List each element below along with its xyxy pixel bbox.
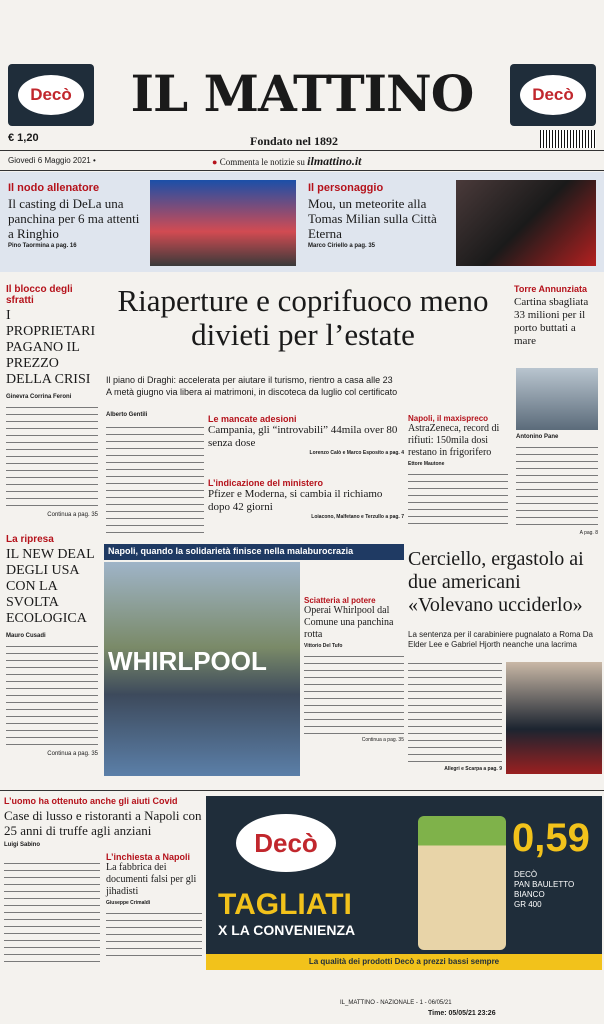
- napoli-article[interactable]: Sciatteria al potere Operai Whirlpool dal Comune una panchina rotta Vittorio Del Tufo Continua a pag. 35: [304, 596, 404, 743]
- cerciello-body: [408, 660, 502, 764]
- left-article-1[interactable]: Il blocco degli sfratti I PROPRIETARI PAGANO IL PREZZO DELLA CRISI Ginevra Corrina Feroni Continua a pag. 35: [6, 284, 98, 518]
- footer-time: Time: 05/05/21 23:26: [428, 1010, 496, 1017]
- main-author: Alberto Gentili: [106, 412, 148, 418]
- ad-price: 0,59: [512, 816, 590, 860]
- teaser-2[interactable]: Il personaggio Mou, un meteorite alla Tomas Milian sulla Città Eterna Marco Ciriello a pag. 35: [308, 182, 437, 249]
- main-sub: Il piano di Draghi: accelerata per aiutare il turismo, rientro a casa alle 23 A metà giugno via libera ai matrimoni, in discoteca da luglio col certificato: [106, 375, 398, 397]
- bottom-body: [4, 860, 100, 968]
- deco-logo: Decò: [18, 75, 84, 115]
- fondato: Fondato nel 1892: [250, 134, 339, 148]
- bottom-article-2[interactable]: L’inchiesta a Napoli La fabbrica dei documenti falsi per gli jihadisti Giuseppe Crimaldi: [106, 852, 202, 962]
- main-headline[interactable]: Riaperture e coprifuoco meno divieti per l’estate: [117, 283, 489, 352]
- teaser-photo-1: [150, 180, 296, 266]
- right-cont: A pag. 8: [579, 530, 598, 536]
- main-box-2[interactable]: L’indicazione del ministero Pfizer e Moderna, si cambia il richiamo dopo 42 giorni Loiacono, Malfetano e Terzullo a pag. 7: [208, 478, 404, 520]
- right-author: Antonino Pane: [516, 434, 559, 440]
- main-box-3[interactable]: Napoli, il maxispreco AstraZeneca, record di rifiuti: 150mila dosi restano in frigorifero Ettore Mautone: [408, 414, 508, 527]
- bottom-article[interactable]: L’uomo ha ottenuto anche gli aiuti Covid Case di lusso e ristoranti a Napoli con 25 anni di truffe agli anziani Luigi Sabino: [4, 796, 202, 848]
- teaser-1[interactable]: Il nodo allenatore Il casting di DeLa una panchina per 6 ma attenti a Ringhio Pino Taormina a pag. 16: [8, 182, 140, 249]
- barcode-icon: [540, 130, 596, 148]
- carabiniere-photo: [506, 662, 602, 774]
- masthead: IL MATTINO: [130, 64, 474, 123]
- main-body: [106, 424, 204, 534]
- ad-product: DECÒ PAN BAULETTO BIANCO GR 400: [514, 870, 575, 909]
- date: Giovedì 6 Maggio 2021 •: [8, 156, 96, 165]
- right-body: [516, 444, 598, 528]
- article-body: [304, 653, 404, 737]
- ad-logo: Decò: [236, 814, 336, 872]
- bread-icon: [418, 816, 506, 950]
- price: € 1,20: [8, 132, 39, 144]
- teaser-photo-2: [456, 180, 596, 266]
- port-photo: [516, 368, 598, 430]
- cerciello-sub: La sentenza per il carabiniere pugnalato a Roma Da Elder Lee e Gabriel Hjorth neanche una lacrima: [408, 630, 594, 649]
- header-ad-left[interactable]: [8, 64, 94, 126]
- comment-icon: ●: [212, 157, 218, 167]
- article-body: [6, 404, 98, 512]
- deco-ad[interactable]: [206, 796, 602, 970]
- footer-text: IL_MATTINO - NAZIONALE - 1 - 06/05/21: [340, 1000, 452, 1006]
- right-article[interactable]: Torre Annunziata Cartina sbagliata 33 milioni per il porto buttati a mare: [514, 284, 589, 347]
- article-body: [106, 910, 202, 962]
- napoli-banner: Napoli, quando la solidarietà finisce nella malaburocrazia: [104, 544, 404, 560]
- cerciello-headline[interactable]: Cerciello, ergastolo ai due americani «Volevano ucciderlo»: [408, 548, 584, 616]
- cerciello-byline: Allegri e Scarpa a pag. 9: [444, 766, 502, 772]
- comment-link[interactable]: ● Commenta le notizie su ilmattino.it: [212, 154, 362, 168]
- left-article-2[interactable]: La ripresa IL NEW DEAL DEGLI USA CON LA SVOLTA ECOLOGICA Mauro Cusadi Continua a pag. 35: [6, 534, 98, 757]
- ad-slogan-2: X LA CONVENIENZA: [218, 922, 356, 938]
- whirlpool-photo: WHIRLPOOL: [104, 562, 300, 776]
- main-box-1[interactable]: Le mancate adesioni Campania, gli “introvabili” 44mila over 80 senza dose Lorenzo Calò e Marco Esposito a pag. 4: [208, 414, 404, 456]
- ad-footer: La qualità dei prodotti Decò a prezzi bassi sempre: [206, 954, 602, 970]
- article-body: [6, 643, 98, 751]
- header-ad-right[interactable]: [510, 64, 596, 126]
- article-body: [408, 471, 508, 527]
- ad-slogan: TAGLIATI: [218, 888, 352, 921]
- deco-logo: Decò: [520, 75, 586, 115]
